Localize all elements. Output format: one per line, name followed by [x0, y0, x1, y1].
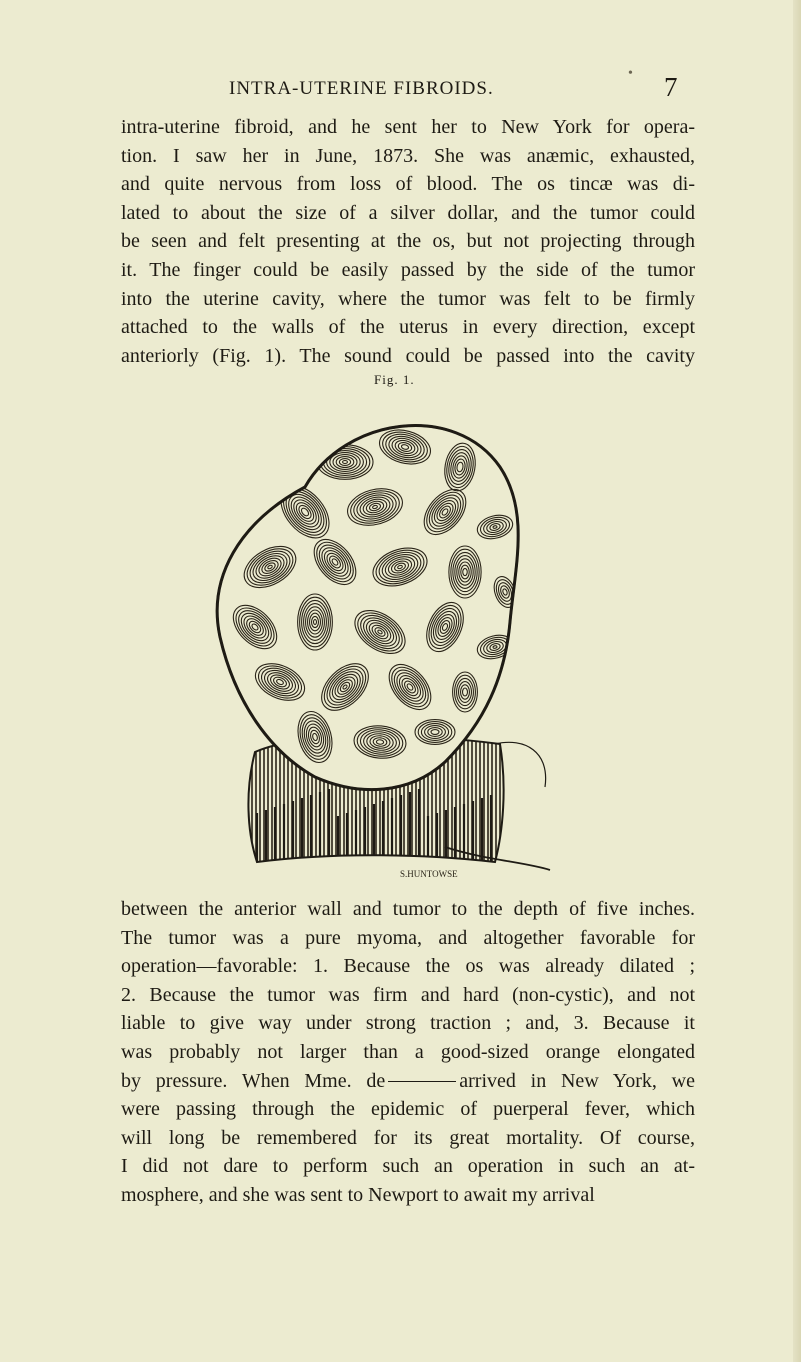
text-line: and quite nervous from loss of blood. The os tincæ was di-: [121, 173, 695, 196]
text-line: I did not dare to perform such an operation in such an at-: [121, 1155, 695, 1178]
text-line: intra-uterine fibroid, and he sent her to New York for opera-: [121, 116, 695, 138]
text-line: operation—favorable: 1. Because the os was already dilated ;: [121, 955, 695, 978]
text-fragment: by pressure. When Mme. de: [121, 1069, 386, 1092]
text-line: tion. I saw her in June, 1873. She was anæmic, exhausted,: [121, 144, 695, 167]
text-line: lated to about the size of a silver dollar, and the tumor could: [121, 201, 695, 224]
text-line: were passing through the epidemic of puerperal fever, which: [121, 1098, 695, 1121]
text-line: was probably not larger than a good-sized orange elongated: [121, 1040, 695, 1063]
text-line: it. The finger could be easily passed by the side of the tumor: [121, 258, 695, 281]
paragraph-1: [121, 113, 695, 370]
paragraph-2: [121, 895, 695, 1210]
fibroid-illustration: [195, 392, 625, 887]
engraver-mark: S.HUNTOWSE: [400, 869, 458, 879]
text-line: liable to give way under strong traction ; and, 3. Because it: [121, 1012, 695, 1035]
text-line: be seen and felt presenting at the os, but not projecting through: [121, 230, 695, 253]
text-line: into the uterine cavity, where the tumor was felt to be firmly: [121, 287, 695, 310]
figure-label: Fig. 1.: [374, 372, 415, 387]
page-number: 7: [664, 72, 678, 102]
text-line: anteriorly (Fig. 1). The sound could be passed into the cavity: [121, 344, 695, 367]
text-line: The tumor was a pure myoma, and altogether favorable for: [121, 926, 695, 949]
text-line: will long be remembered for its great mortality. Of course,: [121, 1126, 695, 1149]
text-line: attached to the walls of the uterus in every direction, except: [121, 316, 695, 339]
print-speck: •: [628, 66, 633, 81]
page-edge: [793, 0, 801, 1362]
running-head: [0, 72, 801, 108]
running-head-title: INTRA-UTERINE FIBROIDS.: [229, 78, 494, 99]
name-dash: [388, 1081, 456, 1082]
text-line-with-dash: [121, 1067, 695, 1096]
text-line: between the anterior wall and tumor to the depth of five inches.: [121, 898, 695, 920]
text-line: 2. Because the tumor was firm and hard (non-cystic), and not: [121, 983, 695, 1006]
text-line: mosphere, and she was sent to Newport to await my arrival: [121, 1183, 595, 1206]
text-fragment: arrived in New York, we: [459, 1069, 695, 1092]
